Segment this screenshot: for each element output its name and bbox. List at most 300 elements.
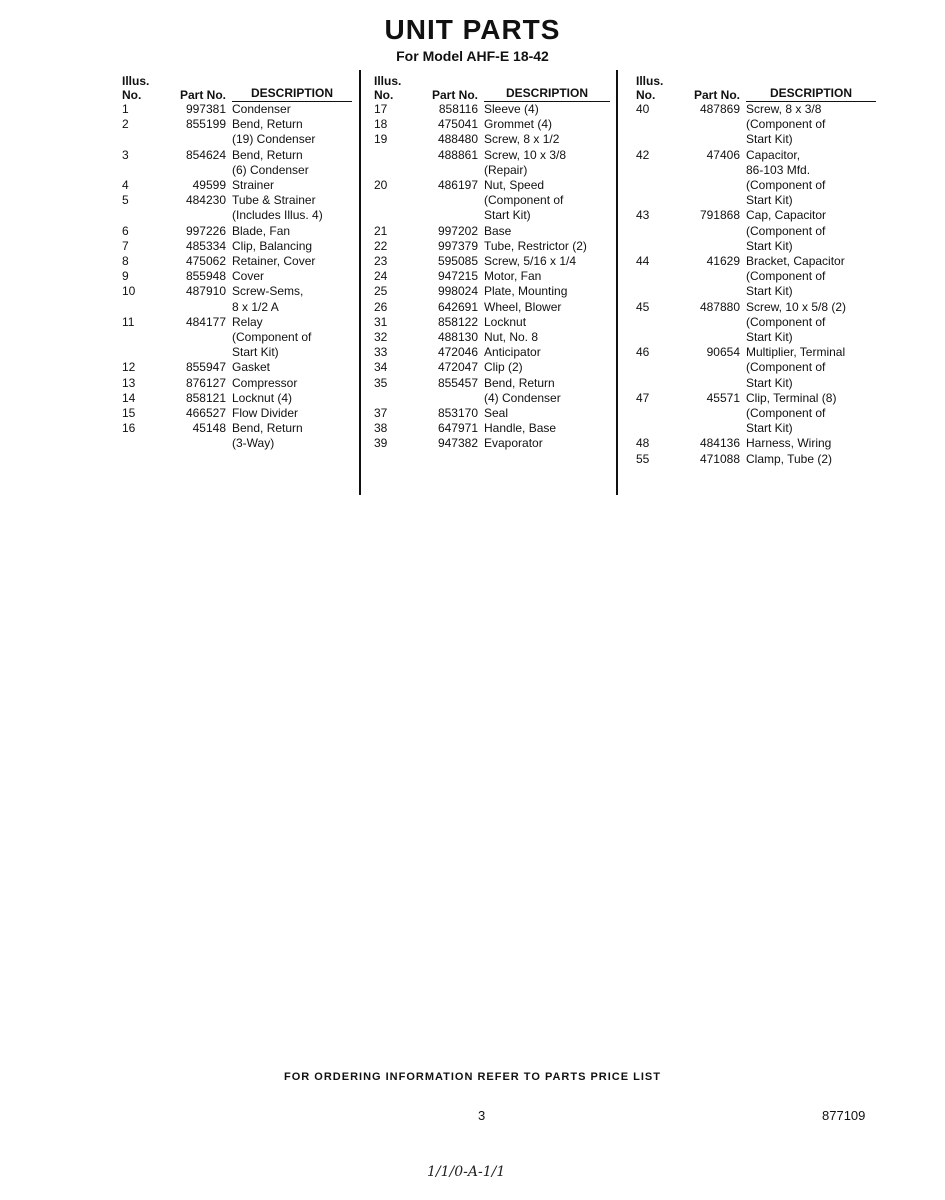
illus-number bbox=[636, 132, 676, 147]
part-description: Relay bbox=[232, 314, 263, 329]
part-number bbox=[676, 376, 746, 391]
part-description: (Repair) bbox=[484, 162, 528, 177]
illus-number bbox=[636, 421, 676, 436]
part-description: Start Kit) bbox=[232, 345, 279, 360]
header-illus-no: Illus. No. bbox=[374, 74, 402, 102]
header-illus-no: Illus. No. bbox=[636, 74, 664, 102]
illus-number: 45 bbox=[636, 299, 650, 314]
illus-number: 10 bbox=[122, 284, 136, 299]
parts-row bbox=[122, 148, 352, 163]
part-description: (Component of bbox=[484, 193, 564, 208]
illus-number bbox=[636, 315, 676, 330]
part-number: 484177 bbox=[185, 314, 226, 329]
parts-row bbox=[374, 117, 610, 132]
parts-row-continuation bbox=[374, 391, 610, 406]
part-number: 947215 bbox=[437, 269, 478, 284]
illus-number: 6 bbox=[122, 223, 129, 238]
part-description: (3-Way) bbox=[232, 436, 275, 451]
part-description: Clamp, Tube (2) bbox=[746, 451, 833, 466]
illus-number: 37 bbox=[374, 406, 388, 421]
part-number bbox=[162, 436, 232, 451]
illus-number: 2 bbox=[122, 117, 129, 132]
part-number: 642691 bbox=[437, 299, 478, 314]
illus-number: 23 bbox=[374, 254, 388, 269]
part-description: Start Kit) bbox=[746, 193, 793, 208]
part-description: 86-103 Mfd. bbox=[746, 162, 811, 177]
part-number: 947382 bbox=[437, 436, 478, 451]
illus-number: 20 bbox=[374, 178, 388, 193]
part-number: 485334 bbox=[185, 238, 226, 253]
illus-number: 7 bbox=[122, 238, 129, 253]
part-number: 855948 bbox=[185, 269, 226, 284]
parts-row bbox=[122, 360, 352, 375]
part-description: Bend, Return bbox=[232, 147, 303, 162]
column-divider-2 bbox=[616, 70, 618, 495]
parts-row bbox=[122, 421, 352, 436]
column-header bbox=[636, 70, 876, 102]
part-number bbox=[162, 345, 232, 360]
document-number: 877109 bbox=[822, 1108, 866, 1123]
parts-row bbox=[636, 452, 876, 467]
illus-number bbox=[636, 193, 676, 208]
parts-row bbox=[374, 132, 610, 147]
illus-number: 42 bbox=[636, 147, 650, 162]
part-description: Screw, 10 x 3/8 bbox=[484, 147, 567, 162]
part-description: Start Kit) bbox=[746, 132, 793, 147]
illus-number bbox=[636, 376, 676, 391]
part-number: 855947 bbox=[185, 360, 226, 375]
part-number bbox=[162, 330, 232, 345]
part-description: (Component of bbox=[746, 360, 826, 375]
illus-number: 46 bbox=[636, 345, 650, 360]
part-description: Cover bbox=[232, 269, 265, 284]
illus-number: 55 bbox=[636, 451, 650, 466]
part-description: (Component of bbox=[746, 269, 826, 284]
part-number: 791868 bbox=[699, 208, 740, 223]
parts-row bbox=[122, 269, 352, 284]
parts-row bbox=[122, 178, 352, 193]
parts-row-continuation bbox=[636, 330, 876, 345]
part-description: Base bbox=[484, 223, 512, 238]
part-number: 90654 bbox=[706, 345, 740, 360]
parts-row bbox=[374, 345, 610, 360]
part-description: Cap, Capacitor bbox=[746, 208, 827, 223]
handwritten-mark-text: 1/1/0-A-1/1 bbox=[427, 1164, 506, 1180]
part-description: (Component of bbox=[746, 178, 826, 193]
parts-row-continuation bbox=[122, 330, 352, 345]
part-description: Start Kit) bbox=[746, 421, 793, 436]
header-description: DESCRIPTION bbox=[746, 86, 876, 102]
parts-row bbox=[374, 148, 610, 163]
part-description: (Component of bbox=[746, 406, 826, 421]
illus-number: 43 bbox=[636, 208, 650, 223]
illus-number bbox=[374, 208, 414, 223]
parts-row-continuation bbox=[636, 269, 876, 284]
parts-row-continuation bbox=[636, 315, 876, 330]
part-number bbox=[676, 421, 746, 436]
parts-row bbox=[374, 269, 610, 284]
illus-number bbox=[122, 132, 162, 147]
illus-number bbox=[636, 284, 676, 299]
part-number bbox=[676, 360, 746, 375]
part-number bbox=[676, 406, 746, 421]
page-title: UNIT PARTS bbox=[384, 14, 561, 45]
illus-number: 15 bbox=[122, 406, 136, 421]
part-description: Screw, 10 x 5/8 (2) bbox=[746, 299, 847, 314]
illus-number: 34 bbox=[374, 360, 388, 375]
illus-number bbox=[636, 224, 676, 239]
parts-row bbox=[374, 300, 610, 315]
part-description: Start Kit) bbox=[484, 208, 531, 223]
part-description: (4) Condenser bbox=[484, 390, 561, 405]
part-description: Strainer bbox=[232, 178, 275, 193]
part-description: Harness, Wiring bbox=[746, 436, 832, 451]
parts-row bbox=[636, 208, 876, 223]
illus-number bbox=[636, 406, 676, 421]
model-subtitle: For Model AHF-E 18-42 bbox=[396, 48, 549, 64]
part-number bbox=[676, 284, 746, 299]
parts-row bbox=[122, 254, 352, 269]
parts-column-2 bbox=[374, 70, 610, 452]
part-number bbox=[676, 178, 746, 193]
part-description: Tube, Restrictor (2) bbox=[484, 238, 587, 253]
illus-number bbox=[122, 345, 162, 360]
parts-row-continuation bbox=[636, 284, 876, 299]
illus-number: 31 bbox=[374, 314, 388, 329]
part-description: Clip, Terminal (8) bbox=[746, 390, 837, 405]
part-number: 855199 bbox=[185, 117, 226, 132]
part-number: 488861 bbox=[437, 147, 478, 162]
part-description: Screw, 8 x 3/8 bbox=[746, 102, 822, 116]
handwritten-mark bbox=[427, 1164, 505, 1180]
part-description: Locknut (4) bbox=[232, 390, 293, 405]
parts-row bbox=[636, 254, 876, 269]
part-number: 472047 bbox=[437, 360, 478, 375]
part-number: 997379 bbox=[437, 238, 478, 253]
illus-number: 40 bbox=[636, 102, 650, 116]
part-description: Screw, 8 x 1/2 bbox=[484, 132, 560, 147]
parts-row-continuation bbox=[122, 300, 352, 315]
illus-number: 25 bbox=[374, 284, 388, 299]
part-description: Start Kit) bbox=[746, 330, 793, 345]
parts-row bbox=[122, 117, 352, 132]
illus-number bbox=[374, 193, 414, 208]
parts-row-continuation bbox=[374, 193, 610, 208]
part-description: Grommet (4) bbox=[484, 117, 553, 132]
parts-row bbox=[374, 239, 610, 254]
part-description: (Component of bbox=[232, 330, 312, 345]
parts-row bbox=[122, 193, 352, 208]
illus-number bbox=[636, 163, 676, 178]
part-description: Flow Divider bbox=[232, 406, 299, 421]
parts-column-1 bbox=[122, 70, 352, 452]
part-number bbox=[162, 132, 232, 147]
illus-number: 14 bbox=[122, 390, 136, 405]
part-description: Blade, Fan bbox=[232, 223, 291, 238]
part-description: Bend, Return bbox=[232, 421, 303, 436]
part-number bbox=[676, 239, 746, 254]
parts-row bbox=[374, 284, 610, 299]
part-description: Gasket bbox=[232, 360, 271, 375]
part-description: Compressor bbox=[232, 375, 298, 390]
part-description: Start Kit) bbox=[746, 375, 793, 390]
part-description: Nut, Speed bbox=[484, 178, 545, 193]
parts-row-continuation bbox=[636, 360, 876, 375]
part-number: 488480 bbox=[437, 132, 478, 147]
illus-number: 16 bbox=[122, 421, 136, 436]
part-number bbox=[676, 330, 746, 345]
illus-number bbox=[122, 436, 162, 451]
illus-number bbox=[122, 163, 162, 178]
part-number: 488130 bbox=[437, 330, 478, 345]
column-divider-1 bbox=[359, 70, 361, 495]
header-illus-no: Illus. No. bbox=[122, 74, 150, 102]
ordering-note: FOR ORDERING INFORMATION REFER TO PARTS PRICE LIST bbox=[284, 1071, 661, 1083]
part-description: Sleeve (4) bbox=[484, 102, 539, 116]
part-description: Bend, Return bbox=[232, 117, 303, 132]
illus-number: 24 bbox=[374, 269, 388, 284]
part-number: 855457 bbox=[437, 375, 478, 390]
parts-row bbox=[122, 406, 352, 421]
part-description: Screw-Sems, bbox=[232, 284, 304, 299]
parts-row bbox=[122, 391, 352, 406]
illus-number: 26 bbox=[374, 299, 388, 314]
parts-row-continuation bbox=[374, 208, 610, 223]
part-description: Multiplier, Terminal bbox=[746, 345, 846, 360]
part-number bbox=[676, 315, 746, 330]
parts-row-continuation bbox=[636, 117, 876, 132]
parts-row bbox=[374, 254, 610, 269]
parts-row bbox=[374, 406, 610, 421]
part-number bbox=[676, 163, 746, 178]
header-description: DESCRIPTION bbox=[484, 86, 610, 102]
parts-row-continuation bbox=[122, 208, 352, 223]
part-number: 854624 bbox=[185, 147, 226, 162]
part-description: Condenser bbox=[232, 102, 291, 116]
parts-row bbox=[374, 421, 610, 436]
illus-number: 19 bbox=[374, 132, 388, 147]
part-description: Anticipator bbox=[484, 345, 541, 360]
illus-number bbox=[374, 148, 414, 163]
page-number: 3 bbox=[478, 1108, 486, 1123]
illus-number: 18 bbox=[374, 117, 388, 132]
part-description: Seal bbox=[484, 406, 509, 421]
parts-row-continuation bbox=[122, 345, 352, 360]
part-number: 484230 bbox=[185, 193, 226, 208]
parts-row bbox=[374, 315, 610, 330]
part-number: 853170 bbox=[437, 406, 478, 421]
part-number: 47406 bbox=[706, 147, 740, 162]
parts-row bbox=[636, 300, 876, 315]
part-number bbox=[162, 208, 232, 223]
part-number: 487869 bbox=[699, 102, 740, 116]
column-header bbox=[122, 70, 352, 102]
illus-number: 1 bbox=[122, 102, 129, 116]
illus-number bbox=[374, 391, 414, 406]
part-description: (6) Condenser bbox=[232, 162, 309, 177]
part-number: 487910 bbox=[185, 284, 226, 299]
illus-number: 22 bbox=[374, 238, 388, 253]
parts-row bbox=[374, 102, 610, 117]
illus-number: 17 bbox=[374, 102, 388, 116]
illus-number: 11 bbox=[122, 314, 135, 329]
part-number: 471088 bbox=[699, 451, 740, 466]
parts-row bbox=[122, 224, 352, 239]
parts-row bbox=[636, 345, 876, 360]
part-description: Handle, Base bbox=[484, 421, 557, 436]
part-number: 487880 bbox=[699, 299, 740, 314]
illus-number: 21 bbox=[374, 223, 388, 238]
parts-row-continuation bbox=[636, 193, 876, 208]
illus-number bbox=[636, 117, 676, 132]
part-number: 41629 bbox=[706, 254, 740, 269]
illus-number bbox=[636, 239, 676, 254]
column-header bbox=[374, 70, 610, 102]
part-number: 466527 bbox=[185, 406, 226, 421]
part-description: Capacitor, bbox=[746, 147, 801, 162]
illus-number bbox=[636, 269, 676, 284]
part-number: 486197 bbox=[437, 178, 478, 193]
illus-number: 13 bbox=[122, 375, 136, 390]
part-number: 858116 bbox=[438, 102, 478, 116]
part-number bbox=[676, 117, 746, 132]
parts-row-continuation bbox=[636, 224, 876, 239]
part-number: 45571 bbox=[706, 390, 740, 405]
parts-row-continuation bbox=[636, 376, 876, 391]
parts-row-continuation bbox=[636, 406, 876, 421]
parts-row-continuation bbox=[122, 132, 352, 147]
illus-number bbox=[122, 208, 162, 223]
illus-number: 3 bbox=[122, 147, 129, 162]
part-description: (19) Condenser bbox=[232, 132, 316, 147]
illus-number: 8 bbox=[122, 254, 129, 269]
parts-row bbox=[122, 284, 352, 299]
illus-number bbox=[122, 300, 162, 315]
part-description: Tube & Strainer bbox=[232, 193, 316, 208]
part-number bbox=[162, 163, 232, 178]
part-number: 997226 bbox=[185, 223, 226, 238]
part-number: 475062 bbox=[185, 254, 226, 269]
illus-number: 47 bbox=[636, 390, 650, 405]
part-number: 475041 bbox=[437, 117, 478, 132]
parts-column-3 bbox=[636, 70, 876, 467]
parts-row-continuation bbox=[636, 163, 876, 178]
header-part-no: Part No. bbox=[179, 88, 226, 102]
parts-row bbox=[636, 148, 876, 163]
parts-row bbox=[122, 315, 352, 330]
part-number bbox=[414, 193, 484, 208]
parts-row-continuation bbox=[636, 239, 876, 254]
part-number: 45148 bbox=[192, 421, 226, 436]
part-description: Screw, 5/16 x 1/4 bbox=[484, 254, 577, 269]
part-description: Clip, Balancing bbox=[232, 238, 313, 253]
parts-row-continuation bbox=[636, 132, 876, 147]
parts-row bbox=[122, 239, 352, 254]
parts-row bbox=[374, 376, 610, 391]
part-description: Clip (2) bbox=[484, 360, 523, 375]
illus-number: 48 bbox=[636, 436, 650, 451]
part-number bbox=[676, 193, 746, 208]
parts-row-continuation bbox=[374, 163, 610, 178]
part-number: 595085 bbox=[437, 254, 478, 269]
part-number: 997202 bbox=[437, 223, 478, 238]
part-number bbox=[676, 132, 746, 147]
parts-row bbox=[374, 330, 610, 345]
part-description: Nut, No. 8 bbox=[484, 330, 539, 345]
parts-row-continuation bbox=[122, 163, 352, 178]
parts-row bbox=[122, 102, 352, 117]
part-description: Plate, Mounting bbox=[484, 284, 568, 299]
part-description: (Component of bbox=[746, 223, 826, 238]
illus-number bbox=[636, 178, 676, 193]
illus-number: 32 bbox=[374, 330, 388, 345]
illus-number bbox=[374, 163, 414, 178]
illus-number: 38 bbox=[374, 421, 388, 436]
part-description: Bend, Return bbox=[484, 375, 555, 390]
part-description: Evaporator bbox=[484, 436, 543, 451]
part-description: (Component of bbox=[746, 314, 826, 329]
parts-row-continuation bbox=[636, 178, 876, 193]
illus-number: 12 bbox=[122, 360, 136, 375]
parts-row bbox=[374, 360, 610, 375]
part-number: 484136 bbox=[699, 436, 740, 451]
illus-number: 4 bbox=[122, 178, 129, 193]
header-description: DESCRIPTION bbox=[232, 86, 352, 102]
illus-number bbox=[636, 360, 676, 375]
part-number: 998024 bbox=[437, 284, 478, 299]
part-number: 49599 bbox=[192, 178, 226, 193]
part-description: Motor, Fan bbox=[484, 269, 542, 284]
part-number bbox=[162, 300, 232, 315]
part-number: 858122 bbox=[437, 314, 478, 329]
part-number bbox=[676, 224, 746, 239]
illus-number bbox=[122, 330, 162, 345]
part-number bbox=[414, 391, 484, 406]
illus-number bbox=[636, 330, 676, 345]
illus-number: 5 bbox=[122, 193, 129, 208]
part-number: 858121 bbox=[185, 390, 226, 405]
part-description: 8 x 1/2 A bbox=[232, 299, 279, 314]
parts-row bbox=[374, 178, 610, 193]
header-part-no: Part No. bbox=[431, 88, 478, 102]
part-description: (Component of bbox=[746, 117, 826, 132]
illus-number: 9 bbox=[122, 269, 129, 284]
part-description: Start Kit) bbox=[746, 238, 793, 253]
part-description: Locknut bbox=[484, 314, 527, 329]
parts-row bbox=[636, 436, 876, 451]
part-number: 472046 bbox=[437, 345, 478, 360]
part-number: 647971 bbox=[437, 421, 478, 436]
illus-number: 44 bbox=[636, 254, 650, 269]
part-description: Wheel, Blower bbox=[484, 299, 562, 314]
illus-number: 33 bbox=[374, 345, 388, 360]
parts-row bbox=[374, 436, 610, 451]
part-number bbox=[414, 208, 484, 223]
part-description: (Includes Illus. 4) bbox=[232, 208, 323, 223]
parts-row bbox=[374, 224, 610, 239]
parts-row-continuation bbox=[636, 421, 876, 436]
illus-number: 35 bbox=[374, 375, 388, 390]
part-description: Bracket, Capacitor bbox=[746, 254, 845, 269]
part-number bbox=[676, 269, 746, 284]
parts-row bbox=[636, 391, 876, 406]
part-number: 997381 bbox=[185, 102, 226, 116]
part-description: Retainer, Cover bbox=[232, 254, 316, 269]
part-number bbox=[414, 163, 484, 178]
part-description: Start Kit) bbox=[746, 284, 793, 299]
part-number: 876127 bbox=[185, 375, 226, 390]
header-part-no: Part No. bbox=[693, 88, 740, 102]
